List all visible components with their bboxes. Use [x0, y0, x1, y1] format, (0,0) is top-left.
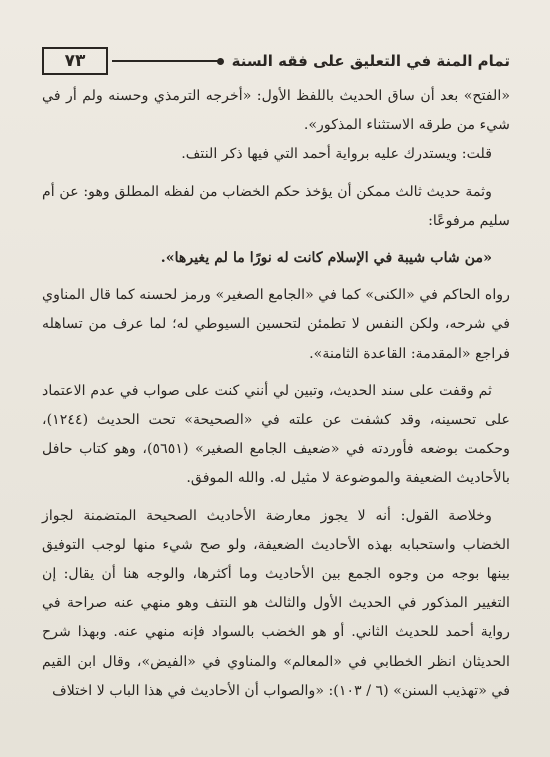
hadith-text: «من شاب شيبة في الإسلام كانت له نورًا ما لم يغيرها».	[160, 250, 492, 267]
page-header	[42, 44, 510, 78]
header-rule	[112, 58, 224, 65]
paragraph-takhrij: رواه الحاكم في «الكنى» كما في «الجامع الصغير» ورمز لحسنه كما قال المناوي في شرحه، ولكن النفس لا تطمئن لتحسين السيوطي له؛ لما عرف من تساهله فراجع «المقدمة: القاعدة الثامنة».	[42, 287, 510, 362]
paragraph-note: قلت: ويستدرك عليه برواية أحمد التي فيها ذكر النتف.	[181, 146, 492, 163]
running-title: تمام المنة في التعليق على فقه السنة	[231, 52, 510, 70]
paragraph-sanad: ثم وقفت على سند الحديث، وتبين لي أنني كنت على صواب في عدم الاعتماد على تحسينه، وقد كشفت عن علته في «الصحيحة» تحت الحديث (١٢٤٤)، وحكمت بوضعه فأوردته في «ضعيف الجامع الصغير» (٥٦٥١)، وهو كتاب حافل بالأحاديث الضعيفة والموضوعة لا مثيل له. والله الموفق.	[42, 382, 510, 487]
header-line	[112, 60, 219, 62]
paragraph-fath-quote: «الفتح» بعد أن ساق الحديث باللفظ الأول: «أخرجه الترمذي وحسنه ولم أر في شيء من طرقه الاستثناء المذكور».	[42, 88, 510, 134]
header-rule-dot	[217, 58, 224, 65]
page-number: ٧٣	[64, 51, 86, 71]
page-number-box	[42, 47, 108, 75]
page-body	[42, 82, 510, 706]
paragraph-third-hadith: وثمة حديث ثالث ممكن أن يؤخذ حكم الخضاب من لفظه المطلق وهو: عن أم سليم مرفوعًا:	[42, 183, 510, 229]
paragraph-conclusion: وخلاصة القول: أنه لا يجوز معارضة الأحاديث الصحيحة المتضمنة لجواز الخضاب واستحبابه بهذه الأحاديث الضعيفة، ولو صح شيء منها لوجب التوفيق بينها بوجه من وجوه الجمع بين الأحاديث وما أكثرها، والوجه هنا أن يقال: إن التغيير المذكور في الحديث الأول والثالث هو النتف وهو منهي عنه صراحة في رواية أحمد للحديث الثاني. أو هو الخضب بالسواد فإنه منهي عنه. وبهذا شرح الحديثان انظر الخطابي في «المعالم» والمناوي في «الفيض»، وقال ابن القيم في «تهذيب السنن» (٦ / ١٠٣): «والصواب أن الأحاديث في هذا الباب لا اختلاف	[42, 507, 510, 699]
